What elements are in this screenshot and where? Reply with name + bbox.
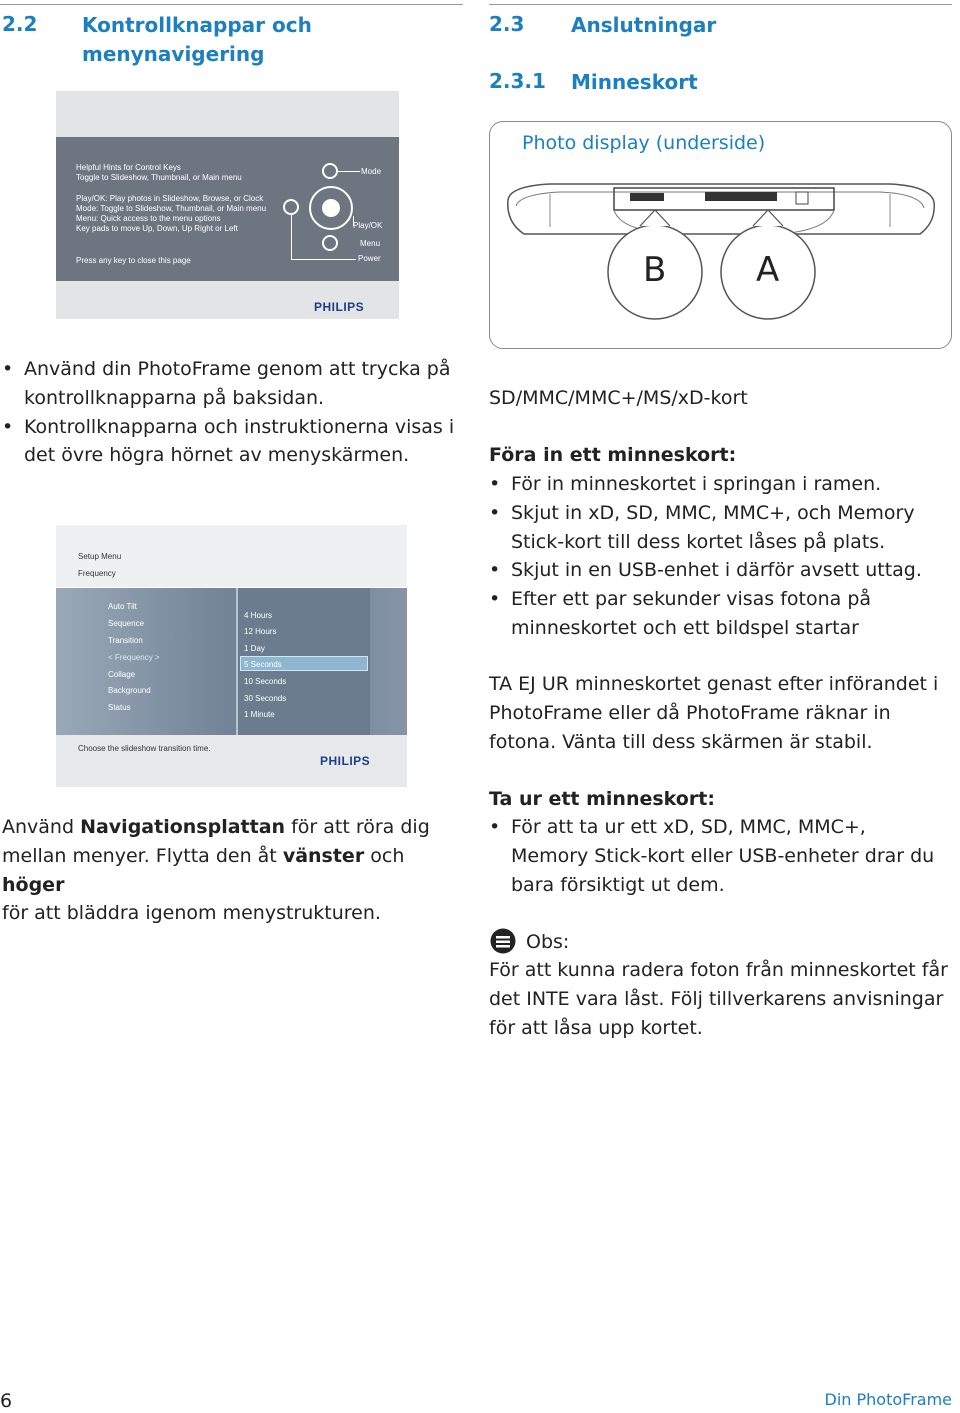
section-title-line2: menynavigering: [82, 42, 265, 66]
bold-text: Navigationsplattan: [80, 816, 286, 838]
menu-item: Auto Tilt: [108, 602, 137, 611]
text: mellan menyer. Flytta den åt: [2, 844, 283, 867]
note-text: För att kunna radera foton från minneskortet får det INTE vara låst. Följ tillverkarens anvisningar för att låsa upp kortet.: [489, 959, 948, 1039]
label-a: A: [756, 250, 780, 290]
section-title: Anslutningar: [571, 13, 717, 37]
list-item: • Kontrollknapparna och instruktionerna visas i det övre högra hörnet av menyskärmen.: [2, 413, 457, 471]
hint-line: Toggle to Slideshow, Thumbnail, or Main menu: [76, 173, 242, 182]
insert-bullet-list: [489, 470, 939, 643]
nav-line-1: [2, 813, 472, 842]
bold-text: vänster: [282, 844, 365, 867]
left-key-icon: [283, 199, 299, 215]
philips-logo: PHILIPS: [320, 754, 371, 768]
nav-paragraph: [2, 813, 472, 928]
hint-line: Mode: Toggle to Slideshow, Thumbnail, or Main menu: [76, 204, 267, 213]
hint-line: Play/OK: Play photos in Slideshow, Browse, or Clock: [76, 194, 264, 203]
hint-line: Key pads to move Up, Down, Up Right or Left: [76, 224, 238, 233]
option-item: 4 Hours: [244, 611, 273, 620]
mode-label: Mode: [361, 167, 382, 176]
text: Använd: [2, 816, 81, 838]
connector-line: [338, 171, 360, 172]
footer-title: Din PhotoFrame: [824, 1390, 952, 1409]
menu-item: Status: [108, 703, 131, 712]
warning-text: TA EJ UR minneskortet genast efter införandet i PhotoFrame eller då PhotoFrame räknar in fotona. Vänta till dess skärmen är stabil.: [489, 673, 939, 753]
list-item: • För att ta ur ett xD, SD, MMC, MMC+, Memory Stick-kort eller USB-enheter drar du bara försiktigt ut dem.: [489, 813, 949, 899]
setup-title: Setup Menu: [78, 552, 122, 561]
top-rule-left: [0, 4, 463, 5]
label-b: B: [643, 250, 667, 290]
menu-item: Background: [108, 686, 151, 695]
menu-label: Menu: [360, 239, 381, 248]
insert-heading: Föra in ett minneskort:: [489, 444, 737, 466]
list-item: • Skjut in en USB-enhet i därför avsett uttag.: [489, 556, 939, 585]
section-title: [82, 11, 312, 69]
photo-display-diagram: [489, 121, 952, 349]
mode-key-icon: [322, 163, 338, 179]
frame-underside-drawing: [490, 122, 950, 347]
hint-title: Helpful Hints for Control Keys: [76, 163, 181, 172]
note-label: Obs:: [526, 931, 570, 953]
connector-line: [291, 215, 292, 259]
option-item-selected: 5 Seconds: [244, 660, 282, 669]
option-item: 12 Hours: [244, 627, 277, 636]
section-number: 2.3: [489, 12, 525, 36]
menu-item-selected: < Frequency >: [108, 653, 160, 662]
remove-bullet-list: [489, 813, 949, 899]
nav-line-3: för att bläddra igenom menystrukturen.: [2, 902, 381, 925]
menu-item: Sequence: [108, 619, 145, 628]
option-item: 1 Day: [244, 644, 265, 653]
top-rule-right: [489, 4, 952, 5]
note-icon-svg: [490, 928, 516, 954]
subsection-number: 2.3.1: [489, 69, 546, 93]
list-item: • Använd din PhotoFrame genom att trycka på kontrollknapparna på baksidan.: [2, 355, 457, 413]
note-icon: [490, 928, 516, 954]
play-ok-label: Play/OK: [353, 221, 383, 230]
remove-heading: Ta ur ett minneskort:: [489, 788, 715, 810]
list-item: • För in minneskortet i springan i ramen.: [489, 470, 939, 499]
list-item: • Skjut in xD, SD, MMC, MMC+, och Memory Stick-kort till dess kortet låses på plats.: [489, 499, 939, 557]
list-item: • Efter ett par sekunder visas fotona på minneskortet och ett bildspel startar: [489, 585, 939, 643]
setup-subtitle: Frequency: [78, 569, 116, 578]
subsection-title: Minneskort: [571, 70, 698, 94]
menu-item: Collage: [108, 670, 136, 679]
ok-key-icon: [322, 199, 340, 217]
text: och: [364, 844, 405, 867]
hints-screenshot: [56, 91, 399, 319]
page-number: 6: [0, 1390, 13, 1412]
left-bullet-list: [2, 355, 457, 470]
setup-hint: Choose the slideshow transition time.: [78, 744, 211, 753]
option-item: 10 Seconds: [244, 677, 287, 686]
option-item: 30 Seconds: [244, 694, 287, 703]
bold-text: höger: [2, 873, 65, 896]
nav-line-2: [2, 842, 472, 900]
power-label: Power: [358, 254, 381, 263]
hint-line: Menu: Quick access to the menu options: [76, 214, 221, 223]
text: för att röra dig: [285, 816, 430, 838]
diagram-caption: Photo display (underside): [522, 132, 766, 154]
hint-close: Press any key to close this page: [76, 256, 191, 265]
card-types: SD/MMC/MMC+/MS/xD-kort: [489, 387, 748, 409]
option-item: 1 Minute: [244, 710, 275, 719]
section-title-line1: Kontrollknappar och: [82, 13, 312, 37]
connector-line: [291, 259, 356, 260]
section-number: 2.2: [2, 12, 38, 36]
setup-menu-screenshot: [56, 525, 407, 787]
menu-key-icon: [322, 235, 338, 251]
menu-item: Transition: [108, 636, 143, 645]
philips-logo: PHILIPS: [314, 300, 365, 314]
